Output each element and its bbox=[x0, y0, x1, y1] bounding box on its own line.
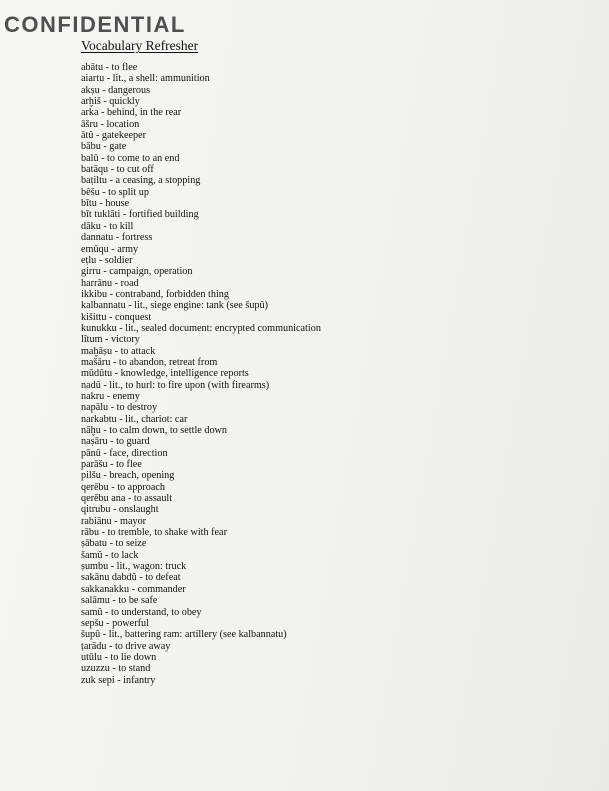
vocabulary-entry: samû - to understand, to obey bbox=[81, 606, 202, 618]
vocabulary-entry: batāqu - to cut off bbox=[81, 164, 154, 176]
vocabulary-entry: baṭiltu - a ceasing, a stopping bbox=[81, 175, 201, 187]
vocabulary-entry: maḫāṣu - to attack bbox=[81, 345, 156, 357]
vocabulary-entry: uzuzzu - to stand bbox=[81, 663, 151, 675]
vocabulary-entry: arḫiš - quickly bbox=[81, 96, 140, 108]
page-title: Vocabulary Refresher bbox=[81, 38, 199, 53]
vocabulary-entry: pilšu - breach, opening bbox=[81, 470, 175, 482]
vocabulary-entry: abātu - to flee bbox=[81, 62, 138, 73]
vocabulary-entry: qerēbu - to approach bbox=[81, 481, 166, 493]
vocabulary-entry: bīt tuklāti - fortified building bbox=[81, 209, 199, 221]
vocabulary-entry: qitrubu - onslaught bbox=[81, 504, 159, 516]
vocabulary-entry: sakānu dabdû - to defeat bbox=[81, 572, 181, 584]
vocabulary-entry: šamû - to lack bbox=[81, 549, 139, 561]
vocabulary-entry: harrānu - road bbox=[81, 277, 139, 289]
vocabulary-entry: kunukku - lit., sealed document: encrypted communication bbox=[81, 322, 321, 334]
vocabulary-entry: dāku - to kill bbox=[81, 220, 134, 232]
vocabulary-entry: šupû - lit., battering ram: artillery (see kalbannatu) bbox=[81, 629, 287, 641]
vocabulary-entry: nâḫu - to calm down, to settle down bbox=[81, 425, 227, 436]
vocabulary-entry: ṣumbu - lit., wagon: truck bbox=[81, 561, 187, 573]
vocabulary-entry: eṭlu - soldier bbox=[81, 254, 133, 266]
vocabulary-entry: aiartu - lit., a shell: ammunition bbox=[81, 73, 210, 85]
vocabulary-entry: bābu - gate bbox=[81, 141, 127, 153]
vocabulary-entry: naṣāru - to guard bbox=[81, 436, 150, 448]
vocabulary-entry: parāšu - to flee bbox=[81, 459, 142, 471]
vocabulary-entry: girru - campaign, operation bbox=[81, 266, 193, 278]
vocabulary-entry: pānū - face, direction bbox=[81, 447, 168, 459]
vocabulary-entry: napālu - to destroy bbox=[81, 402, 158, 414]
vocabulary-entry: utūlu - to lie down bbox=[81, 651, 157, 663]
vocabulary-entry: arka - behind, in the rear bbox=[81, 107, 182, 119]
vocabulary-entry: ṭarādu - to drive away bbox=[81, 640, 171, 652]
vocabulary-entry: zuk sepi - infantry bbox=[81, 674, 156, 686]
vocabulary-entry: mašāru - to abandon, retreat from bbox=[81, 356, 218, 368]
vocabulary-entry: ṣābatu - to seize bbox=[81, 538, 147, 550]
vocabulary-entry: bêšu - to split up bbox=[81, 186, 149, 198]
vocabulary-entry: āšru - location bbox=[81, 118, 140, 130]
vocabulary-entry: narkabtu - lit., chariot: car bbox=[81, 413, 188, 425]
vocabulary-entry: emūqu - army bbox=[81, 243, 139, 255]
vocabulary-entry: salāmu - to be safe bbox=[81, 595, 158, 607]
vocabulary-list bbox=[81, 62, 321, 686]
vocabulary-entry: ātû - gatekeeper bbox=[81, 130, 147, 142]
vocabulary-entry: lītum - victory bbox=[81, 334, 140, 346]
vocabulary-entry: qerēbu ana - to assault bbox=[81, 493, 173, 505]
confidential-stamp: CONFIDENTIAL bbox=[4, 12, 186, 37]
vocabulary-entry: sepšu - powerful bbox=[81, 617, 149, 629]
vocabulary-entry: balū - to come to an end bbox=[81, 152, 180, 164]
vocabulary-entry: akṣu - dangerous bbox=[81, 84, 151, 96]
vocabulary-entry: bītu - house bbox=[81, 198, 130, 210]
vocabulary-entry: rābu - to tremble, to shake with fear bbox=[81, 527, 227, 539]
vocabulary-entry: mūdûtu - knowledge, intelligence reports bbox=[81, 368, 249, 380]
vocabulary-entry: kalbannatu - lit., siege engine: tank (see šupû) bbox=[81, 300, 268, 312]
vocabulary-entry: dannatu - fortress bbox=[81, 232, 153, 244]
vocabulary-entry: rabiānu - mayor bbox=[81, 515, 147, 527]
vocabulary-entry: nadû - lit., to hurl: to fire upon (with firearms) bbox=[81, 379, 270, 391]
vocabulary-entry: nakru - enemy bbox=[81, 390, 140, 402]
vocabulary-entry: ikkibu - contraband, forbidden thing bbox=[81, 288, 229, 300]
vocabulary-entry: sakkanakku - commander bbox=[81, 583, 186, 595]
vocabulary-entry: kišittu - conquest bbox=[81, 311, 152, 323]
